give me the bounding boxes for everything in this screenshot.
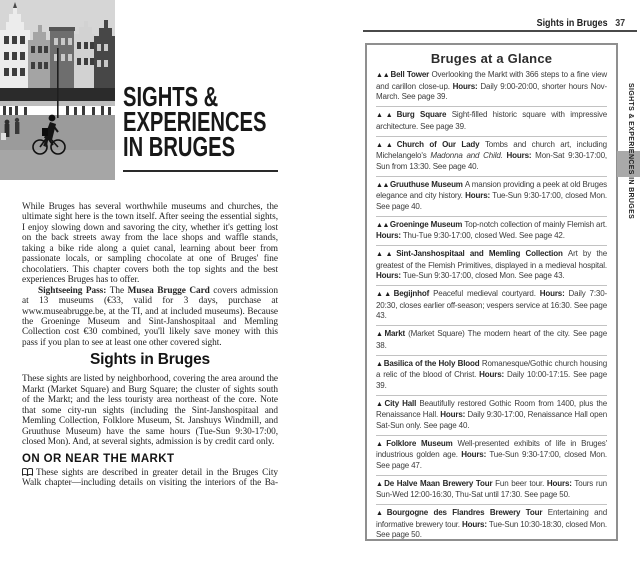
- sight-name: Basilica of the Holy Blood: [383, 358, 482, 368]
- text-run: Daily 9:00-20:00, shorter hours Nov-March. See page 39.: [376, 81, 608, 101]
- glance-item: [376, 106, 607, 136]
- text-run: Daily 10:00-17:15. See page 39.: [376, 370, 607, 390]
- sight-name: Bourgogne des Flandres Brewery Tour: [386, 508, 548, 517]
- text-run: Hours:: [376, 271, 401, 280]
- text-run: Top-notch collection of mainly Flemish art.: [464, 219, 607, 229]
- text-run: Madonna and Child.: [430, 151, 503, 160]
- rating-triangles-icon: ▲▲: [376, 251, 396, 258]
- rating-triangles-icon: ▲▲: [376, 141, 396, 149]
- rating-triangles-icon: ▲: [376, 400, 384, 408]
- rating-triangles-icon: ▲: [376, 510, 386, 517]
- text-run: Thu-Tue 9:30-17:00, closed Wed. See page 42.: [400, 231, 565, 240]
- running-header-rule: [363, 30, 637, 32]
- chapter-tab-label: SIGHTS & EXPERIENCES IN BRUGES: [627, 83, 634, 220]
- text-run: Tue-Sun 9:30-17:00, closed Mon. See page 47.: [376, 450, 607, 470]
- sight-name: Burg Square: [396, 110, 452, 119]
- rating-triangles-icon: ▲▲: [376, 221, 389, 229]
- neighborhood-paragraph: [22, 374, 278, 447]
- rating-triangles-icon: ▲: [376, 440, 386, 448]
- text-run: These sights are described in greater detail in the Bruges City Walk chapter—including details on visiting the interiors of the Ba-: [22, 467, 278, 488]
- rating-triangles-icon: ▲: [376, 480, 384, 488]
- text-run: Entertaining and informative brewery tour.: [376, 508, 607, 529]
- running-header-title: Sights in Bruges: [536, 17, 608, 29]
- text-run: Art by the greatest of the Flemish Primitives, displayed in a medieval hospital.: [376, 249, 607, 270]
- glance-item: [376, 136, 607, 176]
- chapter-title-line: EXPERIENCES: [123, 106, 267, 137]
- rating-triangles-icon: ▲▲: [376, 181, 389, 189]
- text-run: Sight-filled historic square with impressive architecture. See page 39.: [376, 110, 608, 131]
- glance-box-title: Bruges at a Glance: [430, 51, 553, 66]
- glance-list: [376, 67, 607, 541]
- text-run: Hours:: [452, 81, 478, 91]
- text-run: Tue-Sun 9:30-17:00, closed Mon. See page 43.: [400, 271, 565, 280]
- glance-box: [365, 43, 618, 541]
- text-run: Hours:: [440, 410, 466, 419]
- rating-triangles-icon: ▲▲: [376, 291, 393, 298]
- text-run: These sights are listed by neighborhood, covering the area around the Markt (Market Square) and Burg Square; the cluster of sights south of the Markt; and the less touristy area northeast of the core. Note that some city-run sights (including the Sint-Janshospitaal and Memling Collection, Folklore Museum, St. Janshuys Windmill, and Gruuthuse Museum) have the same hours (Tue-Sun 9:30-17:00, closed Mon). And, at several sights, admission is by credit card only.: [22, 374, 278, 448]
- sight-name: Markt: [384, 329, 409, 338]
- sight-name: Sint-Janshospitaal and Memling Collection: [396, 249, 568, 258]
- sight-name: Groeninge Museum: [389, 219, 465, 229]
- glance-item: [376, 67, 607, 106]
- rating-triangles-icon: ▲: [376, 331, 384, 338]
- sightseeing-pass-paragraph: [22, 286, 278, 349]
- text-run: Tours run Sun-Wed 12:00-16:30, Thu-Sat until 17:30. See page 50.: [376, 478, 607, 499]
- text-run: Daily 7:30-20:30, closes earlier off-season; vespers service at 16:30. See page 43.: [376, 289, 608, 320]
- glance-item: [376, 395, 607, 435]
- sight-name: Church of Our Lady: [396, 139, 485, 149]
- text-run: A mansion providing a peek at old Bruges elegance and city history.: [376, 179, 607, 200]
- text-run: Mon-Sat 9:30-17:00, Sun from 13:30. See page 40.: [376, 151, 607, 171]
- glance-item: [376, 216, 607, 246]
- sight-name: Folklore Museum: [386, 438, 458, 448]
- text-run: Tue-Sun 9:30-17:00, closed Mon. See page 40.: [376, 191, 607, 211]
- markt-photo-art: [0, 0, 115, 180]
- text-run: Hours:: [479, 370, 505, 379]
- body-column: [22, 202, 278, 488]
- text-run: Hours:: [546, 478, 572, 488]
- text-run: While Bruges has several worthwhile museums and churches, the ultimate sight here is the town itself. After seeing the essential sights, I enjoy slowing down and savoring the city, whether it's getting lost on the back streets away from the lace shops and waffle stands, taking a bike ride along a quiet canal, learning about beer from passionate locals, or sampling chocolate at one of Bruges' fine chocolatiers. This chapter covers both the top sights and the best experiences Bruges has to offer.: [22, 202, 278, 286]
- photo-lamp-post: [57, 48, 59, 118]
- walk-chapter-paragraph: [22, 468, 278, 489]
- text-run: Hours:: [465, 191, 491, 200]
- glance-item: [376, 325, 607, 355]
- text-run: Hours:: [461, 519, 487, 529]
- rating-triangles-icon: ▲▲: [376, 112, 396, 119]
- text-run: Hours:: [506, 151, 532, 160]
- text-run: Tombs and church art, including Michelangelo's: [376, 139, 607, 160]
- text-run: Fun beer tour.: [495, 478, 547, 488]
- section-heading: Sights in Bruges: [90, 351, 210, 369]
- glance-item: [376, 504, 607, 541]
- glance-item: [376, 245, 607, 285]
- markt-subheading: ON OR NEAR THE MARKT: [22, 452, 175, 465]
- glance-item: [376, 355, 607, 395]
- text-run: Hours:: [539, 289, 565, 298]
- text-run: Beautifully restored Gothic Room from 1400, plus the Renaissance Hall.: [376, 398, 607, 419]
- glance-item: [376, 475, 607, 505]
- text-run: Peaceful medieval courtyard.: [433, 289, 540, 298]
- text-run: Musea Brugge Card: [127, 285, 210, 296]
- text-run: covers admission at 13 museums (€33, valid for 3 days, purchase at www.museabrugge.be, at the TI, and at included museums). Because the Groeninge Museum and Sint-Janshospitaal and Memling Collection cost €30 combined, you'll likely save money with this pass if you plan to see at least one other covered sight.: [22, 285, 278, 348]
- chapter-title: [123, 81, 267, 162]
- text-run: Hours:: [376, 231, 401, 240]
- text-run: Hours:: [461, 450, 487, 459]
- sight-name: Bell Tower: [390, 70, 432, 79]
- glance-item: [376, 176, 607, 216]
- glance-item: [376, 285, 607, 325]
- markt-photo: [0, 0, 115, 180]
- rating-triangles-icon: ▲▲: [376, 72, 390, 79]
- text-run: Well-presented exhibits of life in Bruges' industrious golden age.: [376, 438, 607, 459]
- text-run: (Market Square) The modern heart of the city. See page 38.: [376, 329, 608, 350]
- text-run: Daily 9:30-17:00, Renaissance Hall open Sat-Sun only. See page 40.: [376, 410, 608, 430]
- rating-triangles-icon: ▲: [376, 360, 383, 368]
- page-number: 37: [615, 17, 625, 29]
- sight-name: De Halve Maan Brewery Tour: [384, 478, 496, 488]
- chapter-title-rule: [123, 170, 278, 172]
- text-run: Overlooking the Markt with 366 steps to a fine view and carillon close-up.: [376, 70, 608, 91]
- glance-item: [376, 435, 607, 475]
- text-run: Romanesque/Gothic church housing a relic of the blood of Christ.: [376, 358, 607, 379]
- sight-name: Gruuthuse Museum: [389, 179, 465, 189]
- intro-paragraph: [22, 202, 278, 286]
- chapter-title-line: SIGHTS &: [123, 81, 219, 112]
- sight-name: City Hall: [384, 398, 420, 408]
- text-run: The: [109, 285, 128, 296]
- book-icon: [22, 468, 33, 476]
- running-header: [536, 17, 625, 29]
- text-run: Tue-Sun 10:30-18:30, closed Mon. See page 50.: [376, 519, 607, 539]
- chapter-title-line: IN BRUGES: [123, 131, 236, 162]
- text-run: Sightseeing Pass:: [38, 285, 110, 296]
- sight-name: Begijnhof: [393, 289, 434, 298]
